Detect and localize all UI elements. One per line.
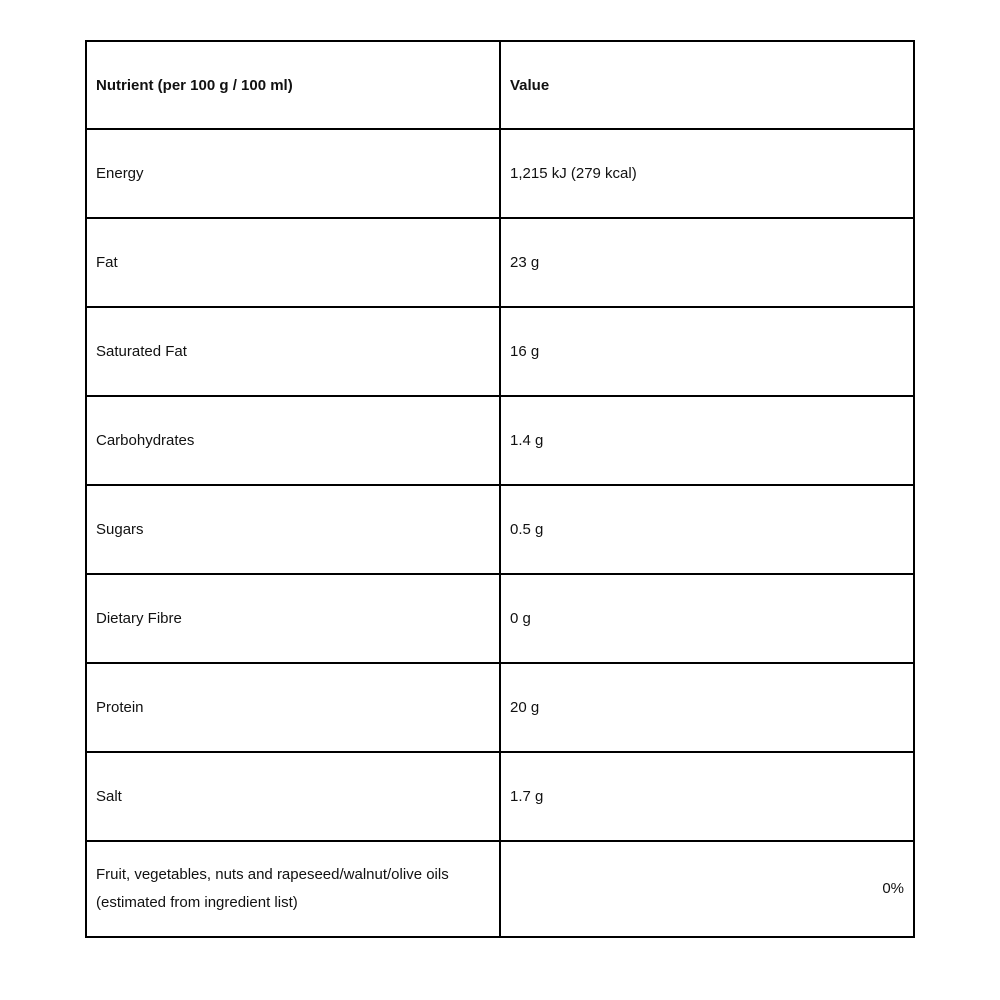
value-cell: 23 g	[500, 218, 914, 307]
table-row-fruit-veg-oils	[86, 841, 914, 937]
table-row-saturated-fat	[86, 307, 914, 396]
nutrient-column-header: Nutrient (per 100 g / 100 ml)	[86, 41, 500, 129]
value-cell: 1.7 g	[500, 752, 914, 841]
nutrient-cell: Saturated Fat	[86, 307, 500, 396]
value-cell: 0 g	[500, 574, 914, 663]
header-row	[86, 41, 914, 129]
table-row-fat	[86, 218, 914, 307]
value-cell: 1.4 g	[500, 396, 914, 485]
nutrient-cell: Dietary Fibre	[86, 574, 500, 663]
nutrient-cell: Fruit, vegetables, nuts and rapeseed/walnut/olive oils (estimated from ingredient list)	[86, 841, 500, 937]
table-row-carbohydrates	[86, 396, 914, 485]
table-row-protein	[86, 663, 914, 752]
nutrient-cell: Sugars	[86, 485, 500, 574]
value-cell: 20 g	[500, 663, 914, 752]
table-row-sugars	[86, 485, 914, 574]
nutrient-cell: Salt	[86, 752, 500, 841]
nutrient-cell: Fat	[86, 218, 500, 307]
table-row-salt	[86, 752, 914, 841]
value-cell: 16 g	[500, 307, 914, 396]
nutrition-table	[85, 40, 915, 938]
value-column-header: Value	[500, 41, 914, 129]
value-cell: 0%	[500, 841, 914, 937]
table-row-energy	[86, 129, 914, 218]
nutrient-cell: Energy	[86, 129, 500, 218]
value-cell: 1,215 kJ (279 kcal)	[500, 129, 914, 218]
nutrient-cell: Protein	[86, 663, 500, 752]
table-row-dietary-fibre	[86, 574, 914, 663]
value-cell: 0.5 g	[500, 485, 914, 574]
nutrient-cell: Carbohydrates	[86, 396, 500, 485]
